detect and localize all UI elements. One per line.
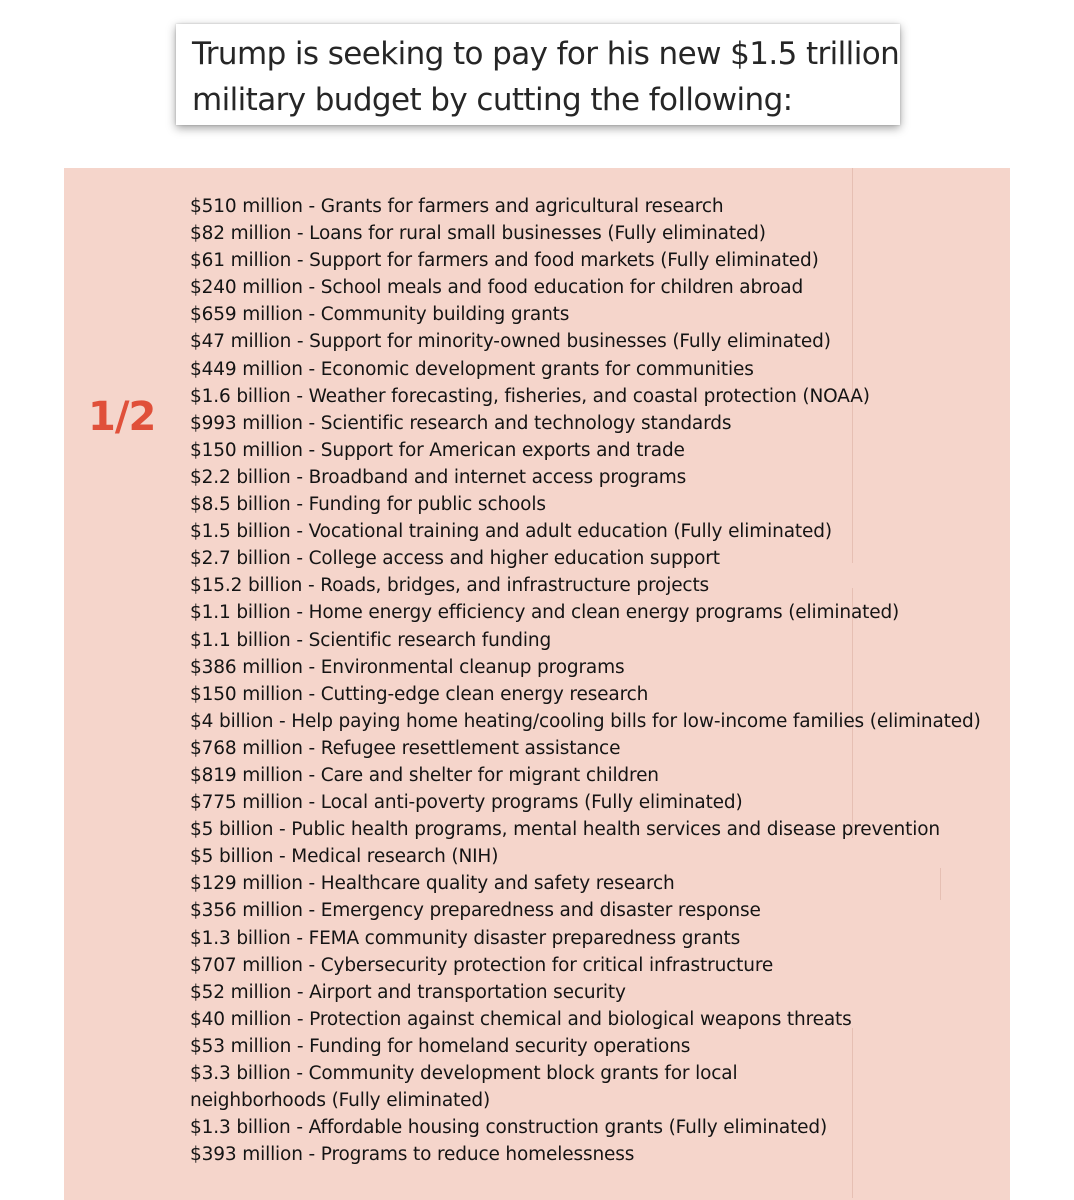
cut-item: $61 million - Support for farmers and food markets (Fully eliminated) bbox=[190, 250, 819, 272]
cuts-list bbox=[190, 193, 981, 1168]
cut-item: $768 million - Refugee resettlement assistance bbox=[190, 737, 621, 759]
cut-item: $510 million - Grants for farmers and agricultural research bbox=[190, 196, 724, 217]
cut-item: $129 million - Healthcare quality and safety research bbox=[190, 873, 675, 895]
cut-item: $775 million - Local anti-poverty programs (Fully eliminated) bbox=[190, 792, 743, 814]
budget-cuts-panel bbox=[64, 168, 1010, 1200]
cut-item: $53 million - Funding for homeland security operations bbox=[190, 1035, 691, 1057]
headline-card bbox=[176, 24, 900, 125]
cut-item: $1.3 billion - Affordable housing construction grants (Fully eliminated) bbox=[190, 1117, 828, 1139]
cut-item: $659 million - Community building grants bbox=[190, 304, 570, 326]
cut-item: $819 million - Care and shelter for migrant children bbox=[190, 764, 659, 786]
cut-item: $386 million - Environmental cleanup programs bbox=[190, 656, 625, 678]
cut-item: $356 million - Emergency preparedness and disaster response bbox=[190, 900, 761, 922]
cut-item: $15.2 billion - Roads, bridges, and infrastructure projects bbox=[190, 575, 710, 597]
cut-item: $393 million - Programs to reduce homelessness bbox=[190, 1144, 635, 1166]
cut-item: $1.5 billion - Vocational training and adult education (Fully eliminated) bbox=[190, 521, 832, 543]
cut-item: $150 million - Cutting-edge clean energy research bbox=[190, 683, 649, 705]
cut-item: $4 billion - Help paying home heating/cooling bills for low-income families (eliminated) bbox=[190, 710, 981, 732]
cut-item: $707 million - Cybersecurity protection for critical infrastructure bbox=[190, 954, 774, 976]
cut-item: $150 million - Support for American exports and trade bbox=[190, 439, 685, 461]
cut-item: $240 million - School meals and food education for children abroad bbox=[190, 277, 804, 299]
cut-item: $8.5 billion - Funding for public schools bbox=[190, 494, 546, 516]
cut-item: $1.6 billion - Weather forecasting, fisheries, and coastal protection (NOAA) bbox=[190, 385, 870, 407]
cut-item: $993 million - Scientific research and technology standards bbox=[190, 412, 732, 434]
cut-item: $40 million - Protection against chemical and biological weapons threats bbox=[190, 1008, 852, 1030]
cut-item: $82 million - Loans for rural small businesses (Fully eliminated) bbox=[190, 223, 766, 245]
cut-item: $1.3 billion - FEMA community disaster preparedness grants bbox=[190, 927, 741, 949]
cut-item: $2.2 billion - Broadband and internet access programs bbox=[190, 466, 687, 488]
cut-item: $47 million - Support for minority-owned businesses (Fully eliminated) bbox=[190, 331, 831, 353]
cut-item: $449 million - Economic development grants for communities bbox=[190, 358, 754, 380]
cut-item: $1.1 billion - Home energy efficiency and clean energy programs (eliminated) bbox=[190, 602, 900, 624]
cut-item: $3.3 billion - Community development block grants for local bbox=[190, 1063, 738, 1084]
page-indicator: 1/2 bbox=[88, 394, 156, 440]
headline-line-2: military budget by cutting the following: bbox=[192, 82, 793, 118]
cut-item: $5 billion - Public health programs, mental health services and disease prevention bbox=[190, 819, 940, 841]
cut-item: neighborhoods (Fully eliminated) bbox=[190, 1090, 491, 1112]
cut-item: $52 million - Airport and transportation security bbox=[190, 981, 626, 1003]
cut-item: $1.1 billion - Scientific research funding bbox=[190, 629, 552, 651]
cut-item: $2.7 billion - College access and higher education support bbox=[190, 548, 720, 570]
headline-line-1: Trump is seeking to pay for his new $1.5 trillion bbox=[192, 36, 900, 72]
cut-item: $5 billion - Medical research (NIH) bbox=[190, 846, 499, 868]
